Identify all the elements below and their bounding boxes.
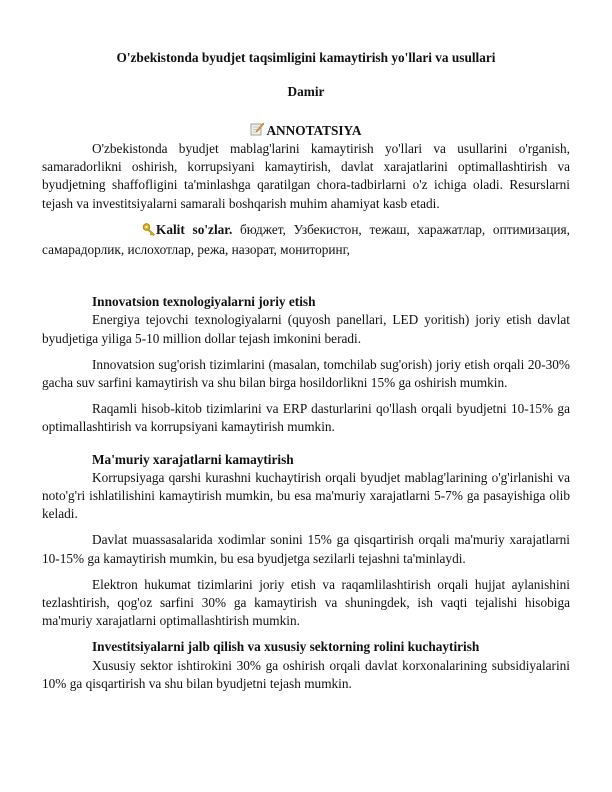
paragraph: Innovatsion sug'orish tizimlarini (masalan, tomchilab sug'orish) joriy etish orqali 20-30% gacha suv sarfini kamaytirish va shu bilan birga hosildorlikni 15% ga oshirish mumkin. [42, 356, 570, 391]
paragraph: Korrupsiyaga qarshi kurashni kuchaytirish orqali byudjet mablag'larining o'g'irlanishi va noto'g'ri ishlatilishini kamaytirish mumkin, bu esa ma'muriy xarajatlarni 5-7% ga pasayishiga olib keladi. [42, 469, 570, 522]
keywords-label: Kalit so'zlar. [156, 221, 233, 237]
paragraph: Raqamli hisob-kitob tizimlarini va ERP dasturlarini qo'llash orqali byudjetni 10-15% ga optimallashtirish va korrupsiyani kamaytirish mumkin. [42, 401, 570, 435]
annotation-heading [42, 122, 570, 140]
keywords-text: бюджет, Узбекистон, тежаш, харажатлар, оптимизация, самарадорлик, ислохотлар, режа, назорат, мониторинг, [42, 221, 570, 258]
memo-icon [250, 122, 264, 140]
section-heading-investment: Investitsiyalarni jalb qilish va xususiy sektorning rolini kuchaytirish [92, 639, 480, 655]
annotation-text: O'zbekistonda byudjet mablag'larini kamaytirish yo'llari va usullarini o'rganish, samaradorlikni oshirish, korrupsiyani kamaytirish, davlat xarajatlarini optimallashtirish va byudjetning shaffofligini ta'minlashga qaratilgan chora-tadbirlarni o'z ichiga oladi. Resurslarni tejash va investitsiyalarni samarali boshqarish muhim ahamiyat kasb etadi. [42, 141, 570, 211]
paragraph: Energiya tejovchi texnologiyalarni (quyosh panellari, LED yoritish) joriy etish davlat byudjetiga yiliga 5-10 million dollar tejash imkonini beradi. [42, 312, 570, 346]
author-name: Damir [287, 84, 325, 99]
key-icon [92, 222, 156, 241]
paragraph: Davlat muassasalarida xodimlar sonini 15% ga qisqartirish orqali ma'muriy xarajatlarni 10-15% ga kamaytirish mumkin, bu esa byudjetga sezilarli tejashni ta'minlaydi. [42, 532, 570, 566]
section-heading-innovation: Innovatsion texnologiyalarni joriy etish [92, 294, 316, 310]
paragraph: Xususiy sektor ishtirokini 30% ga oshirish orqali davlat korxonalarining subsidiyalarini 10% ga qisqartirish va shu bilan byudjetni tejash mumkin. [42, 657, 570, 691]
keywords-paragraph [42, 221, 570, 259]
annotation-heading-text: ANNOTATSIYA [266, 123, 362, 138]
section-heading-administrative: Ma'muriy xarajatlarni kamaytirish [92, 451, 294, 467]
document-title: O'zbekistonda byudjet taqsimligini kamaytirish yo'llari va usullari [116, 50, 496, 65]
paragraph: Elektron hukumat tizimlarini joriy etish va raqamlilashtirish orqali hujjat aylanishini tezlashtirish, qog'oz sarfini 30% ga kamaytirish va shuningdek, ish vaqti tejalishi hisobiga ma'muriy xarajatlarni optimallashtirish mumkin. [42, 576, 570, 629]
